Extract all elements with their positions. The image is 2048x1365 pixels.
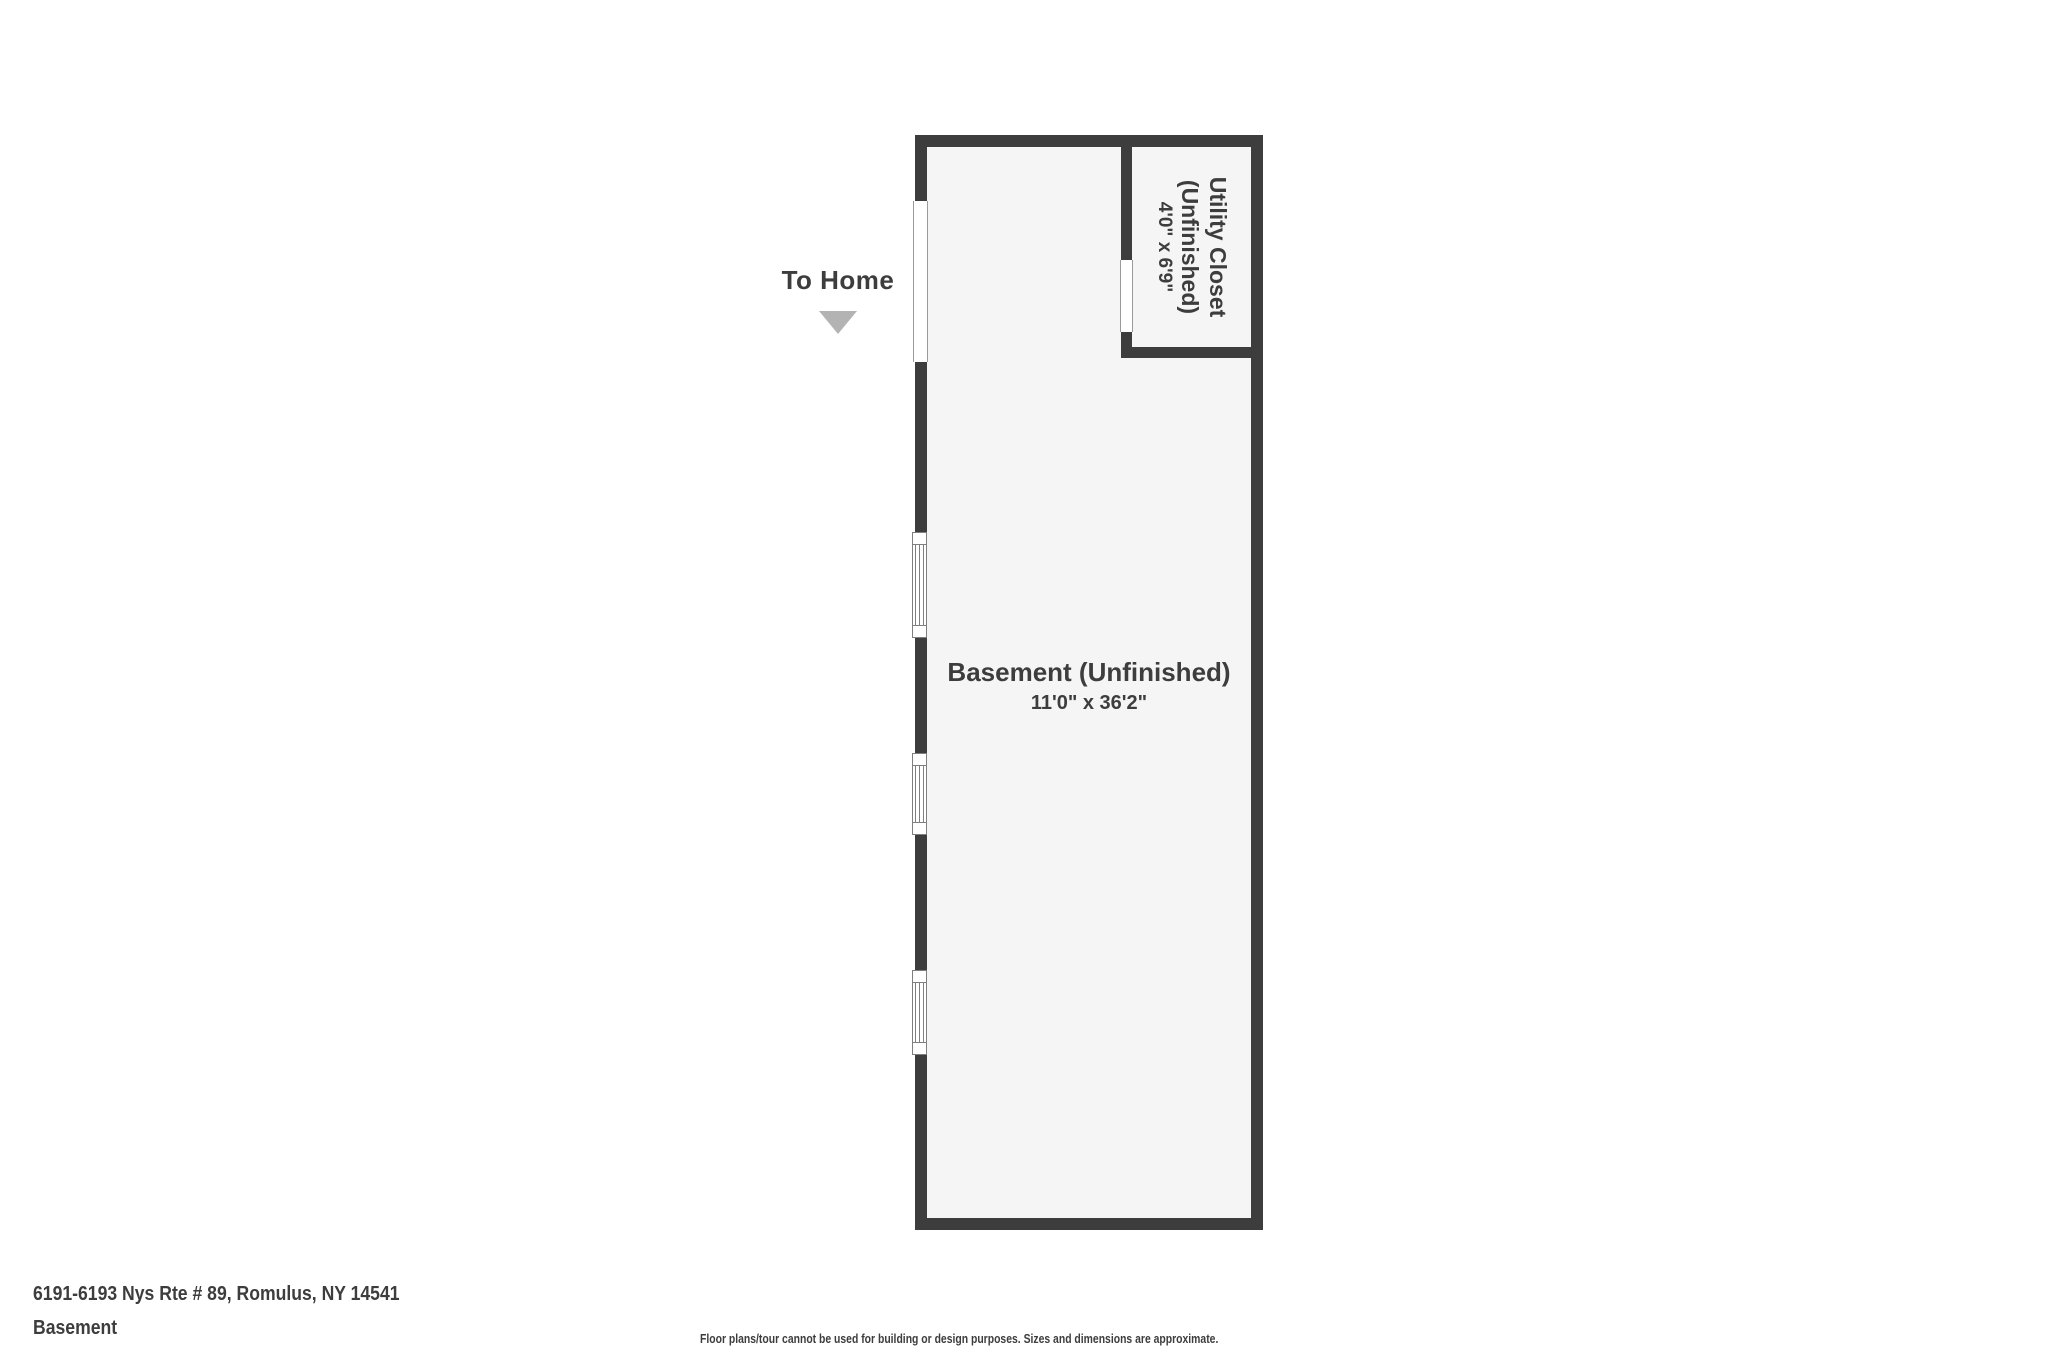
wall-right	[1251, 135, 1263, 1230]
door-opening-to-home	[913, 201, 928, 362]
window-symbol-1	[912, 532, 927, 638]
utility-closet-label	[1151, 177, 1231, 318]
window-sill	[913, 533, 926, 545]
door-opening-utility-closet	[1120, 260, 1133, 332]
disclaimer-text: Floor plans/tour cannot be used for building or design purposes. Sizes and dimensions are approximate.	[700, 1331, 1219, 1346]
basement-room-label	[927, 657, 1251, 715]
window-sill	[913, 625, 926, 637]
wall-bottom	[915, 1218, 1263, 1230]
arrow-down-icon	[819, 311, 857, 334]
window-sill	[913, 822, 926, 834]
basement-room-name: Basement (Unfinished)	[947, 657, 1231, 687]
window-pane	[915, 983, 924, 1042]
utility-closet-name-line1: Utility Closet	[1204, 176, 1231, 318]
to-home-label: To Home	[781, 265, 895, 295]
property-address: 6191-6193 Nys Rte # 89, Romulus, NY 14541	[33, 1283, 400, 1305]
window-symbol-2	[912, 753, 927, 835]
basement-room-dims: 11'0" x 36'2"	[1030, 692, 1148, 715]
utility-closet-dims: 4'0" x 6'9"	[1153, 201, 1175, 293]
window-sill	[913, 1042, 926, 1054]
wall-top	[915, 135, 1263, 147]
window-sill	[913, 754, 926, 766]
window-pane	[915, 766, 924, 822]
window-sill	[913, 971, 926, 983]
wall-utility-closet-bottom	[1121, 347, 1263, 358]
utility-closet-name-line2: (Unfinished)	[1177, 179, 1204, 315]
floor-name-label: Basement	[33, 1317, 118, 1339]
window-pane	[915, 545, 924, 625]
window-symbol-3	[912, 970, 927, 1055]
